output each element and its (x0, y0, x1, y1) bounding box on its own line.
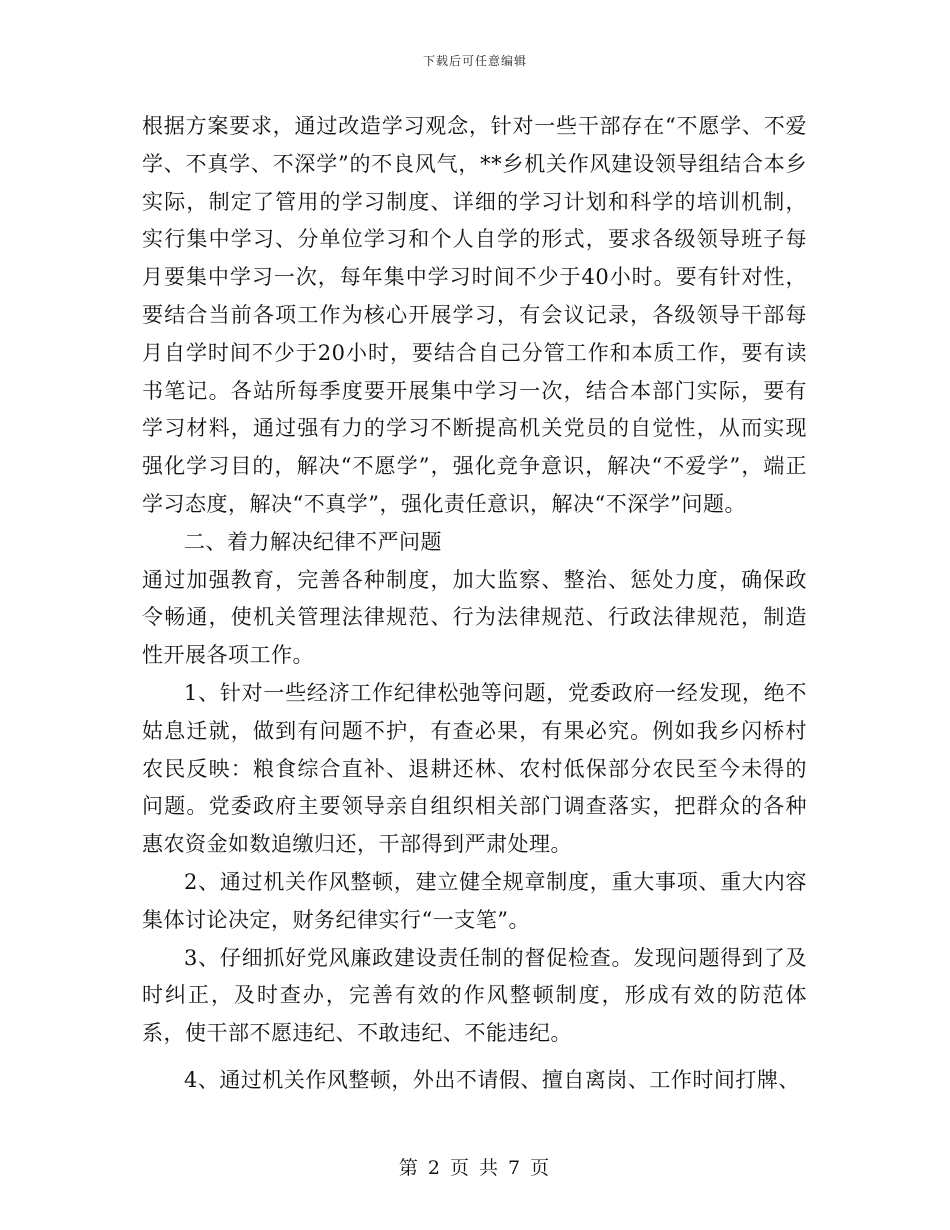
section-heading-discipline: 二、着力解决纪律不严问题 (184, 529, 442, 554)
list-item-4: 4、通过机关作风整顿，外出不请假、擅自离岗、工作时间打牌、 (184, 1067, 800, 1092)
paragraph-discipline-intro: 通过加强教育，完善各种制度，加大监察、整治、惩处力度，确保政令畅通，使机关管理法律规范、行为法律规范、行政法律规范，制造性开展各项工作。 (142, 567, 807, 668)
paragraph-study-requirements: 根据方案要求，通过改造学习观念，针对一些干部存在“不愿学、不爱学、不真学、不深学”的不良风气，**乡机关作风建设领导组结合本乡实际，制定了管用的学习制度、详细的学习计划和科学的培训机制，实行集中学习、分单位学习和个人自学的形式，要求各级领导班子每月要集中学习一次，每年集中学习时间不少于40小时。要有针对性，要结合当前各项工作为核心开展学习，有会议记录，各级领导干部每月自学时间不少于20小时，要结合自己分管工作和本质工作，要有读书笔记。各站所每季度要开展集中学习一次，结合本部门实际，要有学习材料，通过强有力的学习不断提高机关党员的自觉性，从而实现强化学习目的，解决“不愿学”，强化竞争意识，解决“不爱学”，端正学习态度，解决“不真学”，强化责任意识，解决“不深学”问题。 (142, 114, 807, 516)
list-item-3: 3、仔细抓好党风廉政建设责任制的督促检查。发现问题得到了及时纠正，及时查办，完善有效的作风整顿制度，形成有效的防范体系，使干部不愿违纪、不敢违纪、不能违纪。 (142, 945, 807, 1046)
document-body (142, 108, 807, 1100)
page-number-footer: 第 2 页 共 7 页 (398, 1157, 552, 1179)
list-item-1: 1、针对一些经济工作纪律松弛等问题，党委政府一经发现，绝不姑息迁就，做到有问题不护，有查必果，有果必究。例如我乡闪桥村农民反映：粮食综合直补、退耕还林、农村低保部分农民至今未得的问题。党委政府主要领导亲自组织相关部门调查落实，把群众的各种惠农资金如数追缴归还，干部得到严肃处理。 (142, 680, 807, 857)
list-item-2: 2、通过机关作风整顿，建立健全规章制度，重大事项、重大内容集体讨论决定，财务纪律实行“一支笔”。 (142, 869, 807, 932)
page-header: 下载后可任意编辑 (422, 54, 527, 68)
